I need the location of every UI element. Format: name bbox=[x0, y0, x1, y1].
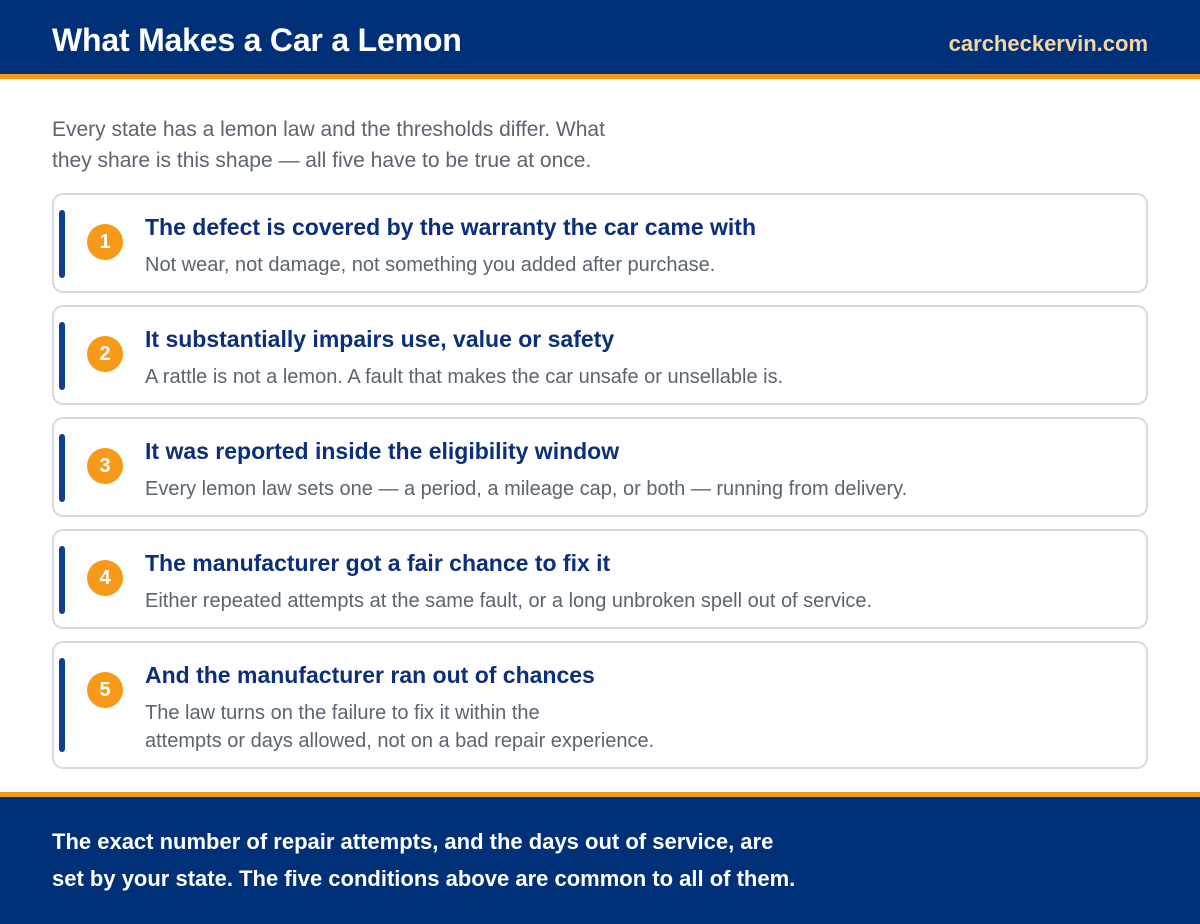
condition-number-badge: 3 bbox=[87, 448, 123, 484]
footer-note bbox=[52, 823, 932, 897]
description-line: The law turns on the failure to fix it within the bbox=[145, 702, 540, 724]
site-name: carcheckervin.com bbox=[948, 31, 1148, 56]
accent-bar bbox=[59, 546, 65, 614]
page-title: What Makes a Car a Lemon bbox=[52, 22, 462, 58]
footer-bar bbox=[0, 792, 1200, 924]
condition-card bbox=[52, 417, 1148, 517]
condition-title: It was reported inside the eligibility window bbox=[145, 438, 620, 464]
condition-description bbox=[145, 251, 1105, 279]
condition-description bbox=[145, 363, 1105, 391]
accent-bar bbox=[59, 322, 65, 390]
condition-description bbox=[145, 475, 1105, 503]
description-line: Every lemon law sets one — a period, a mileage cap, or both — running from delivery. bbox=[145, 478, 908, 500]
description-line: attempts or days allowed, not on a bad repair experience. bbox=[145, 730, 655, 752]
footer-line: set by your state. The five conditions above are common to all of them. bbox=[52, 866, 796, 891]
footer-line: The exact number of repair attempts, and the days out of service, are bbox=[52, 829, 774, 854]
accent-bar bbox=[59, 658, 65, 752]
condition-number-badge: 5 bbox=[87, 672, 123, 708]
accent-bar bbox=[59, 434, 65, 502]
intro-line: Every state has a lemon law and the thresholds differ. What bbox=[52, 118, 605, 141]
condition-card bbox=[52, 641, 1148, 769]
condition-description bbox=[145, 587, 1105, 615]
description-line: Not wear, not damage, not something you added after purchase. bbox=[145, 254, 716, 276]
intro-line: they share is this shape — all five have to be true at once. bbox=[52, 149, 592, 172]
description-line: A rattle is not a lemon. A fault that makes the car unsafe or unsellable is. bbox=[145, 366, 784, 388]
description-line: Either repeated attempts at the same fault, or a long unbroken spell out of service. bbox=[145, 590, 873, 612]
condition-number-badge: 2 bbox=[87, 336, 123, 372]
condition-number-badge: 4 bbox=[87, 560, 123, 596]
condition-card bbox=[52, 529, 1148, 629]
header-bar bbox=[0, 0, 1200, 79]
condition-number-badge: 1 bbox=[87, 224, 123, 260]
condition-card bbox=[52, 193, 1148, 293]
intro-text bbox=[52, 114, 732, 176]
condition-title: And the manufacturer ran out of chances bbox=[145, 662, 595, 688]
condition-title: The manufacturer got a fair chance to fix it bbox=[145, 550, 611, 576]
condition-card bbox=[52, 305, 1148, 405]
condition-description bbox=[145, 699, 1105, 755]
condition-title: The defect is covered by the warranty the car came with bbox=[145, 214, 756, 240]
accent-bar bbox=[59, 210, 65, 278]
condition-title: It substantially impairs use, value or safety bbox=[145, 326, 615, 352]
